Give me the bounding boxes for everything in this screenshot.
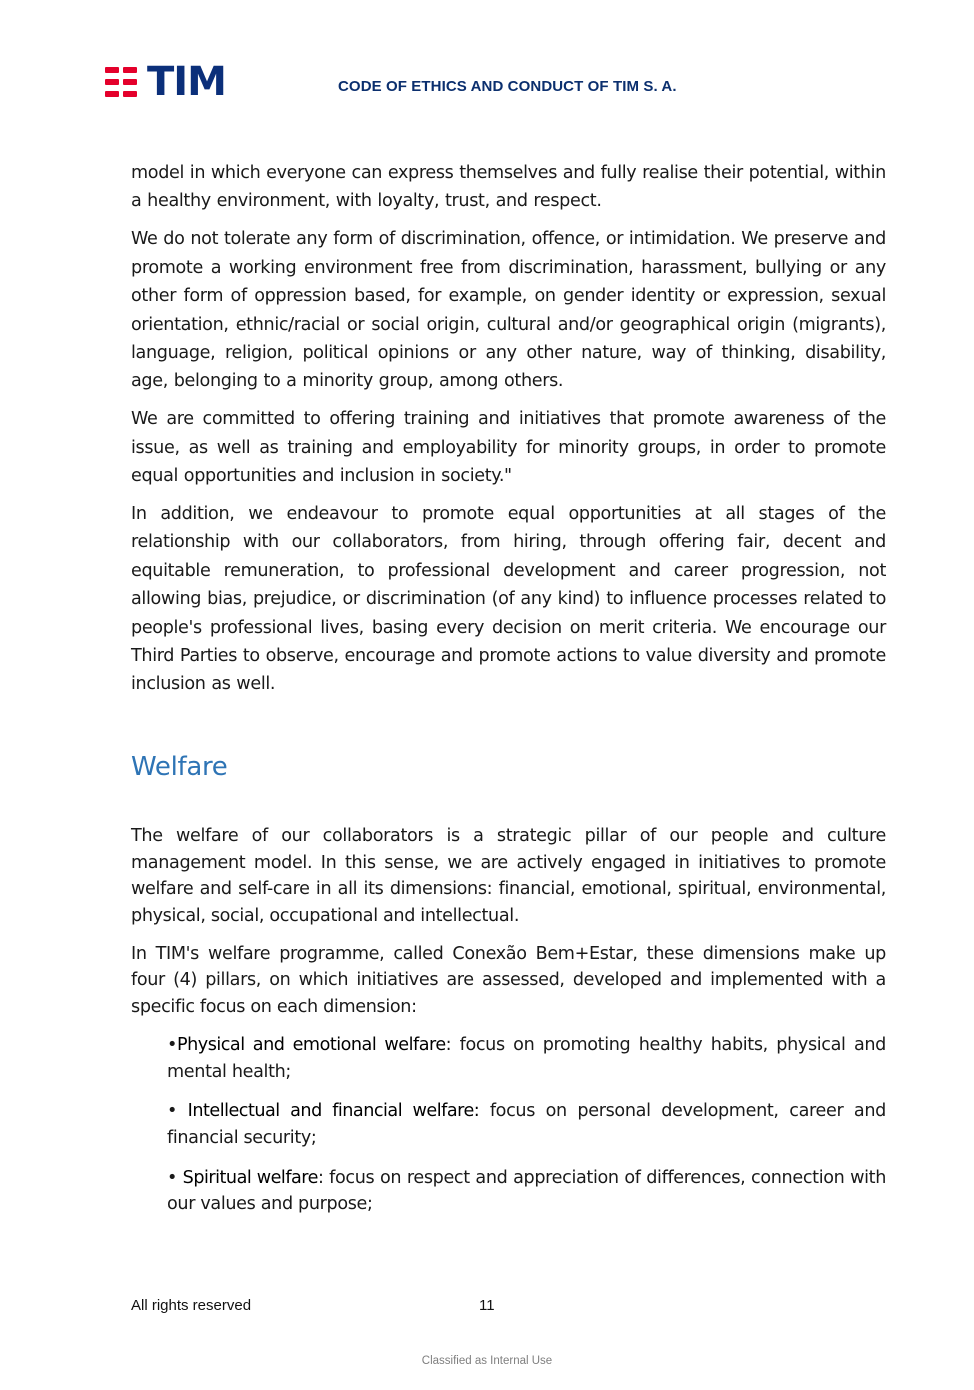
paragraph: We do not tolerate any form of discrimination, offence, or intimidation. We preserve and promote a working environment free from discrimination, harassment, bullying or any other form of oppression based, for example, on gender identity or expression, sexual orientation, ethnic/racial or social origin, cultural and/or geographical origin (migrants), language, religion, political opinions or any other nature, way of thinking, disability, age, belonging to a minority group, among others.: [131, 229, 886, 392]
bullet-marker: •: [167, 1101, 178, 1122]
tim-logo-text: TIM: [147, 59, 226, 105]
welfare-pillars-list: [131, 1032, 886, 1217]
list-item-text: : focus on promoting healthy habits, physical and mental health;: [167, 1035, 887, 1082]
page-number: 11: [479, 1297, 495, 1314]
list-item-text: : focus on respect and appreciation of differences, connection with our values and purpose;: [167, 1167, 887, 1215]
footer-rights: All rights reserved: [131, 1297, 252, 1314]
bullet-marker: •: [167, 1035, 178, 1056]
paragraph: model in which everyone can express themselves and fully realise their potential, within a healthy environment, with loyalty, trust, and respect.: [131, 163, 886, 212]
list-item-term: Intellectual and financial welfare:: [187, 1101, 480, 1122]
paragraph: In addition, we endeavour to promote equal opportunities at all stages of the relationship with our collaborators, from hiring, through offering fair, decent and equitable remuneration, to professional development and career progression, not allowing bias, prejudice, or discrimination (of any kind) to influence processes related to people's professional lives, basing every decision on merit criteria. We encourage our Third Parties to observe, encourage and promote actions to value diversity and promote inclusion as well.: [131, 503, 886, 695]
classification-label: Classified as Internal Use: [421, 1355, 553, 1367]
list-item-term: Physical and emotional welfare: [177, 1035, 446, 1056]
document-title: CODE OF ETHICS AND CONDUCT OF TIM S. A.: [338, 78, 677, 95]
paragraph: In TIM's welfare programme, called Conexão Bem+Estar, these dimensions make up four (4) pillars, on which initiatives are assessed, developed and implemented with a specific focus on each dimension:: [131, 943, 886, 1017]
list-item-text: focus on personal development, career and financial security;: [167, 1101, 886, 1148]
bullet-marker: •: [167, 1167, 178, 1188]
list-item: [167, 1165, 886, 1218]
tim-logo: [105, 59, 226, 105]
tim-logo-mark-icon: [105, 64, 143, 100]
section-heading-welfare: Welfare: [131, 752, 228, 783]
page-header: [105, 59, 885, 105]
paragraph: The welfare of our collaborators is a strategic pillar of our people and culture management model. In this sense, we are actively engaged in initiatives to promote welfare and self-care in all its dimensions: financial, emotional, spiritual, environmental, physical, social, occupational and intellectual.: [131, 826, 886, 926]
list-item: [167, 1032, 886, 1085]
page-content: [131, 159, 886, 1231]
paragraph: We are committed to offering training and initiatives that promote awareness of the issue, as well as training and employability for minority groups, in order to promote equal opportunities and inclusion in society.": [131, 409, 886, 487]
list-item-term: Spiritual welfare: [182, 1167, 318, 1188]
list-item: [167, 1098, 886, 1151]
